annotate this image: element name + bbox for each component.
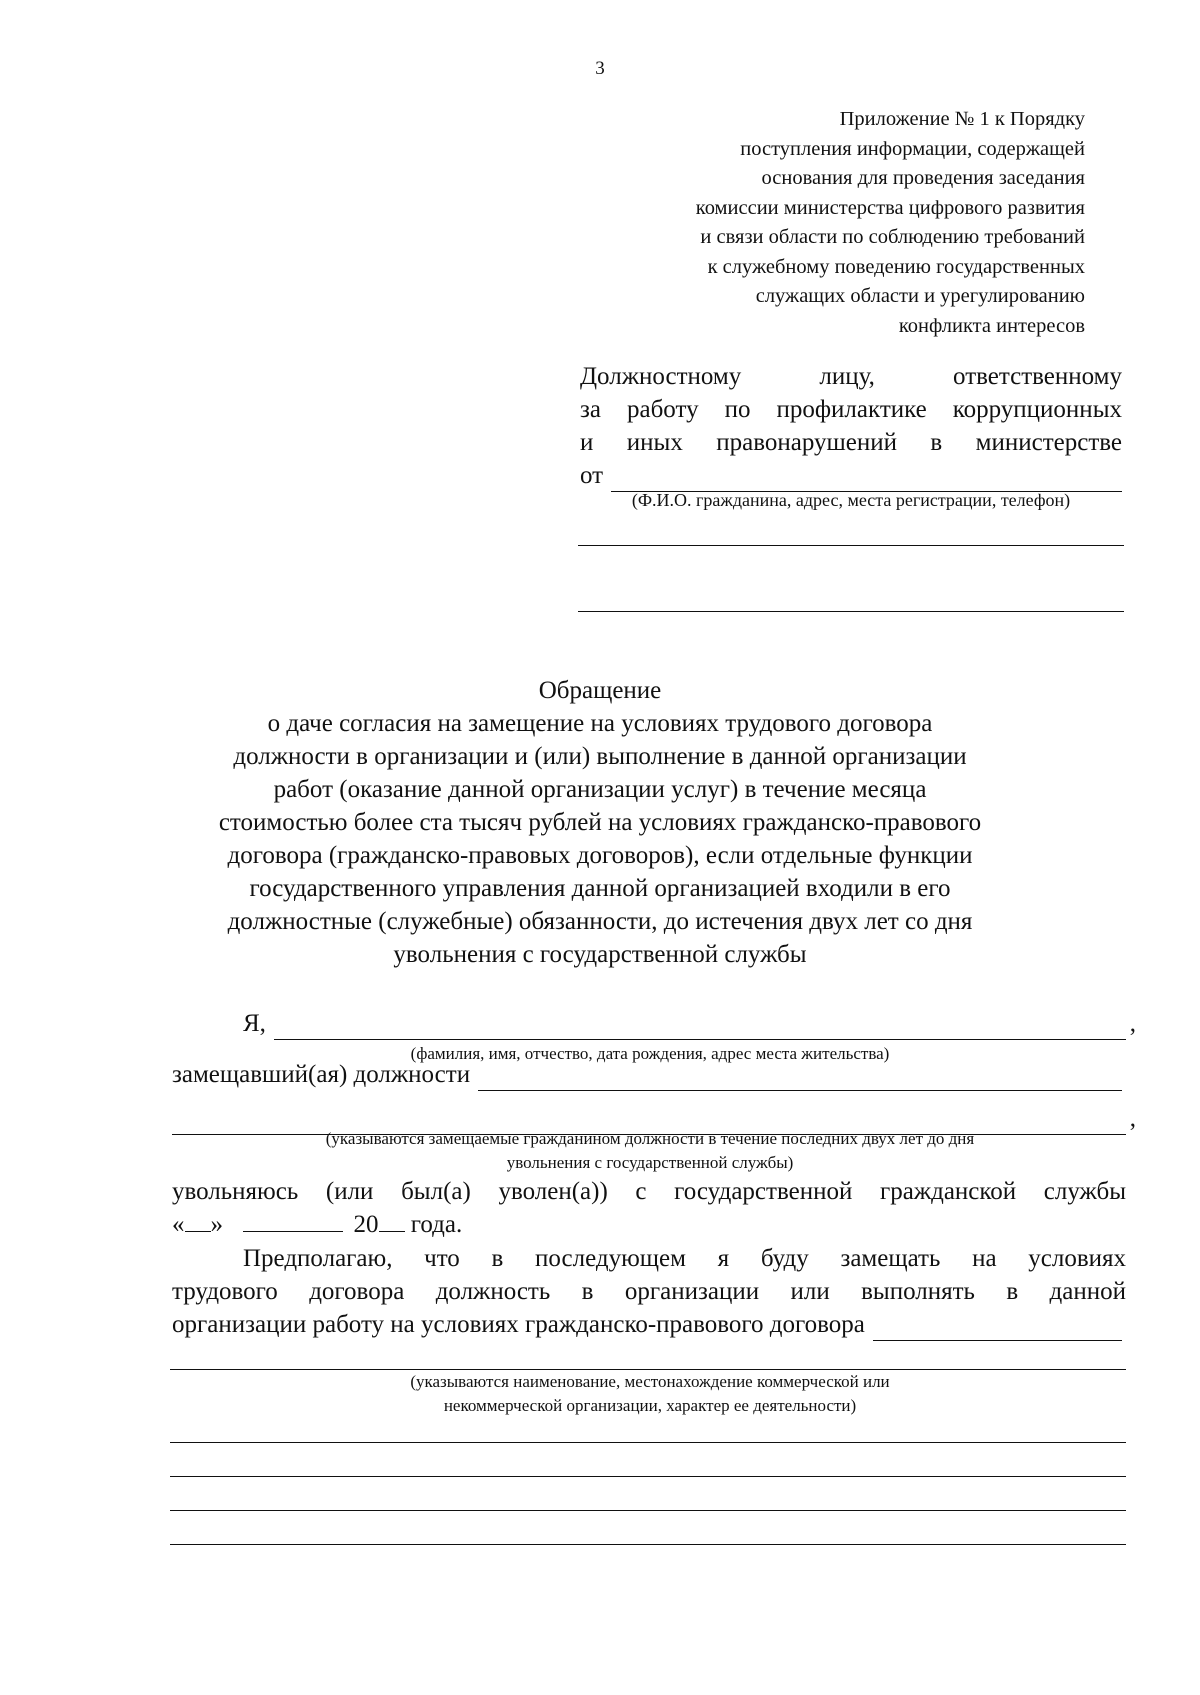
appendix-line: Приложение № 1 к Порядку xyxy=(839,108,1085,130)
date-suffix: года. xyxy=(410,1211,463,1238)
org-fill-line[interactable] xyxy=(873,1318,1122,1341)
addressee-line: Должностному лицу, ответственному xyxy=(580,363,1122,390)
date-open-quote: « xyxy=(172,1211,185,1238)
appendix-line: основания для проведения заседания xyxy=(761,167,1085,189)
positions-hint-line: (указываются замещаемые гражданином должности в течение последних двух лет до дня xyxy=(325,1129,975,1148)
title-line: должностные (служебные) обязанности, до истечения двух лет со дня xyxy=(227,908,973,935)
applicant-info-hint: (Ф.И.О. гражданина, адрес, места регистрации, телефон) xyxy=(631,490,1071,510)
appendix-line: и связи области по соблюдению требований xyxy=(700,226,1085,248)
org-hint-line: некоммерческой организации, характер ее деятельности) xyxy=(443,1396,857,1415)
addressee-line: за работу по профилактике коррупционных xyxy=(580,396,1122,423)
ya-label: Я, xyxy=(243,1010,266,1037)
appendix-line: поступления информации, содержащей xyxy=(740,137,1085,160)
date-month-field[interactable] xyxy=(243,1209,343,1232)
title-heading: Обращение xyxy=(538,677,662,704)
from-fill-line[interactable] xyxy=(611,467,1122,492)
org-hint-line: (указываются наименование, местонахождение коммерческой или xyxy=(410,1372,890,1391)
para2-line: Предполагаю, что в последующем я буду замещать на условиях xyxy=(243,1245,1126,1272)
org-line[interactable] xyxy=(170,1442,1126,1443)
position-row xyxy=(172,1058,1126,1091)
title-line: стоимостью более ста тысяч рублей на условиях гражданско-правового xyxy=(218,809,982,836)
page-number: 3 xyxy=(595,58,605,79)
title-line: о даче согласия на замещение на условиях трудового договора xyxy=(267,710,933,737)
para2-line: организации работу на условиях гражданско-правового договора xyxy=(172,1311,865,1338)
position-label: замещавший(ая) должности xyxy=(172,1061,471,1088)
org-line[interactable] xyxy=(170,1510,1126,1511)
org-line[interactable] xyxy=(170,1544,1126,1545)
fio-hint: (фамилия, имя, отчество, дата рождения, адрес места жительства) xyxy=(410,1044,890,1063)
position-comma: , xyxy=(1129,1105,1136,1132)
dismissal-line: увольняюсь (или был(а) уволен(а)) с государственной гражданской службы xyxy=(172,1178,1126,1205)
positions-hint xyxy=(200,1127,1100,1175)
fio-row xyxy=(243,1007,1136,1040)
dismissal-date xyxy=(172,1208,462,1241)
para2-line: трудового договора должность в организации или выполнять в данной xyxy=(172,1278,1126,1305)
date-year-prefix: 20 xyxy=(353,1211,379,1238)
appendix-line: комиссии министерства цифрового развития xyxy=(695,196,1085,219)
title-line: государственного управления данной организацией входили в его xyxy=(249,875,951,902)
applicant-info-line[interactable] xyxy=(578,611,1124,612)
date-close-quote: » xyxy=(210,1211,223,1238)
addressee-block xyxy=(580,360,1122,492)
appendix-line: к служебному поведению государственных xyxy=(707,255,1085,278)
date-day-field[interactable] xyxy=(185,1209,211,1232)
appendix-line: служащих области и урегулированию xyxy=(755,285,1085,307)
appendix-line: конфликта интересов xyxy=(898,314,1085,337)
org-line[interactable] xyxy=(170,1476,1126,1477)
document-title xyxy=(180,674,1020,971)
org-hint xyxy=(200,1370,1100,1418)
title-line: договора (гражданско-правовых договоров), если отдельные функции xyxy=(227,842,973,869)
fio-fill-line[interactable] xyxy=(274,1017,1126,1040)
from-row xyxy=(580,459,1122,492)
addressee-line: и иных правонарушений в министерстве xyxy=(580,429,1122,456)
appendix-note xyxy=(696,105,1085,341)
title-line: работ (оказание данной организации услуг) в течение месяца xyxy=(273,776,927,803)
fio-comma: , xyxy=(1129,1010,1136,1037)
applicant-info-line[interactable] xyxy=(578,545,1124,546)
title-line: должности в организации и (или) выполнение в данной организации xyxy=(233,743,967,770)
org-row xyxy=(172,1308,1126,1341)
from-label: от xyxy=(580,462,604,489)
date-year-field[interactable] xyxy=(379,1209,405,1232)
title-line: увольнения с государственной службы xyxy=(393,941,807,968)
position-fill-line[interactable] xyxy=(478,1068,1122,1091)
positions-hint-line: увольнения с государственной службы) xyxy=(506,1153,794,1172)
